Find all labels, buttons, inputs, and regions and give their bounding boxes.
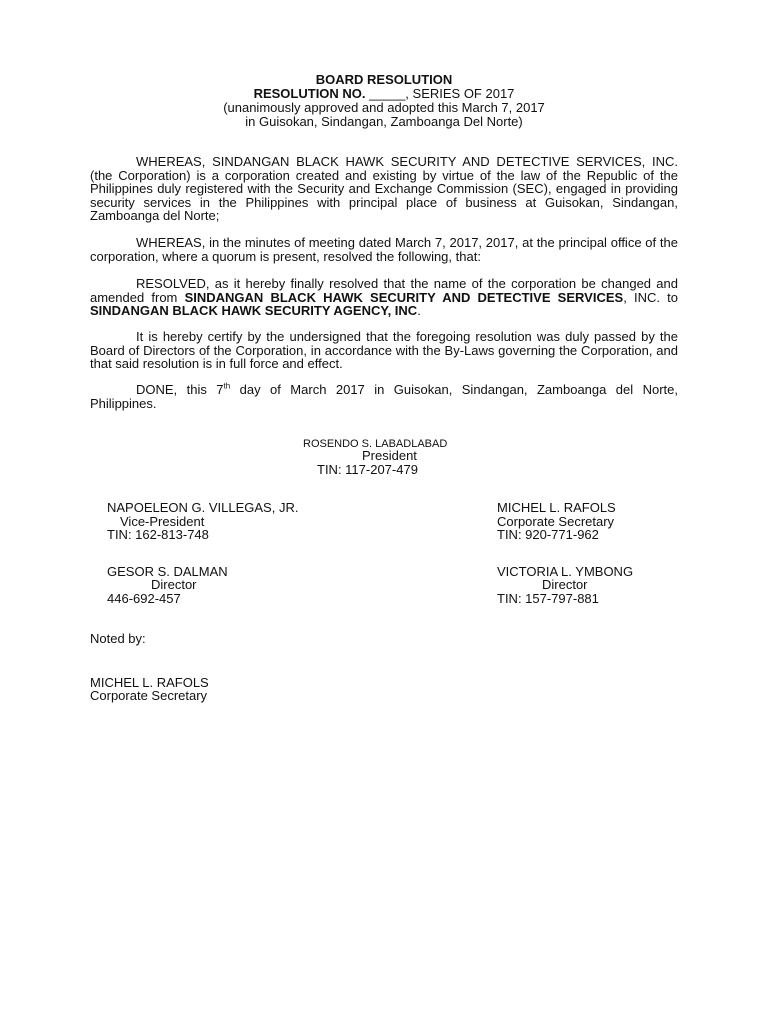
done-paragraph xyxy=(90,383,678,410)
secretary-title: Corporate Secretary xyxy=(497,514,615,529)
approval-line: (unanimously approved and adopted this March 7, 2017 xyxy=(223,100,545,115)
vp-title: Vice-President xyxy=(120,514,205,529)
resolution-label: RESOLUTION NO. xyxy=(253,86,366,101)
director1-name: GESOR S. DALMAN xyxy=(107,564,228,579)
vp-tin: TIN: 162-813-748 xyxy=(107,527,209,542)
director1-tin: 446-692-457 xyxy=(107,591,181,606)
resolution-series: , SERIES OF 2017 xyxy=(405,86,515,101)
resolved-text-a: RESOLVED, as it hereby finally resolved that the name of the corporation be changed and amended from xyxy=(90,276,678,305)
director2-name: VICTORIA L. YMBONG xyxy=(497,564,634,579)
document-title: BOARD RESOLUTION xyxy=(315,72,453,87)
resolved-text-b: , INC. to xyxy=(623,289,678,305)
resolution-number-line xyxy=(0,86,768,101)
resolved-text-c: . xyxy=(417,303,421,318)
certification-paragraph: It is hereby certify by the undersigned that the foregoing resolution was duly passed by the Board of Directors of the Corporation, in accordance with the By-Laws governing the Corporation, and that said resolution is in full force and effect. xyxy=(90,329,678,371)
director1-title: Director xyxy=(151,577,197,592)
old-corporation-name: SINDANGAN BLACK HAWK SECURITY AND DETECTIVE SERVICES xyxy=(184,289,624,305)
secretary-tin: TIN: 920-771-962 xyxy=(497,527,599,542)
president-name: ROSENDO S. LABADLABAD xyxy=(303,438,448,450)
new-corporation-name: SINDANGAN BLACK HAWK SECURITY AGENCY, INC xyxy=(90,303,418,318)
done-ordinal-suffix: th xyxy=(223,381,231,391)
director2-title: Director xyxy=(542,577,588,592)
location-line: in Guisokan, Sindangan, Zamboanga Del Norte) xyxy=(245,114,523,129)
done-text-b: day of March 2017 in Guisokan, Sindangan, Zamboanga del Norte, Philippines. xyxy=(90,382,678,411)
whereas-paragraph-1: WHEREAS, SINDANGAN BLACK HAWK SECURITY AND DETECTIVE SERVICES, INC. (the Corporation) is a corporation created and existing by virtue of the law of the Republic of the Philippines duly registered with the Security and Exchange Commission (SEC), engaged in providing security services in the Philippines with principal place of business at Guisokan, Sindangan, Zamboanga del Norte; xyxy=(90,154,678,223)
noted-by-label: Noted by: xyxy=(90,631,146,646)
noted-by-title: Corporate Secretary xyxy=(90,688,208,703)
done-text-a: DONE, this 7 xyxy=(136,382,224,397)
resolved-paragraph xyxy=(90,277,678,318)
vp-name: NAPOELEON G. VILLEGAS, JR. xyxy=(107,500,299,515)
director2-tin: TIN: 157-797-881 xyxy=(497,591,599,606)
president-title: President xyxy=(362,448,417,463)
noted-by-name: MICHEL L. RAFOLS xyxy=(90,675,209,690)
resolution-blank: _____ xyxy=(365,86,406,101)
secretary-name: MICHEL L. RAFOLS xyxy=(497,500,616,515)
president-tin: TIN: 117-207-479 xyxy=(317,462,418,477)
whereas-paragraph-2: WHEREAS, in the minutes of meeting dated March 7, 2017, 2017, at the principal office of the corporation, where a quorum is present, resolved the following, that: xyxy=(90,235,678,264)
